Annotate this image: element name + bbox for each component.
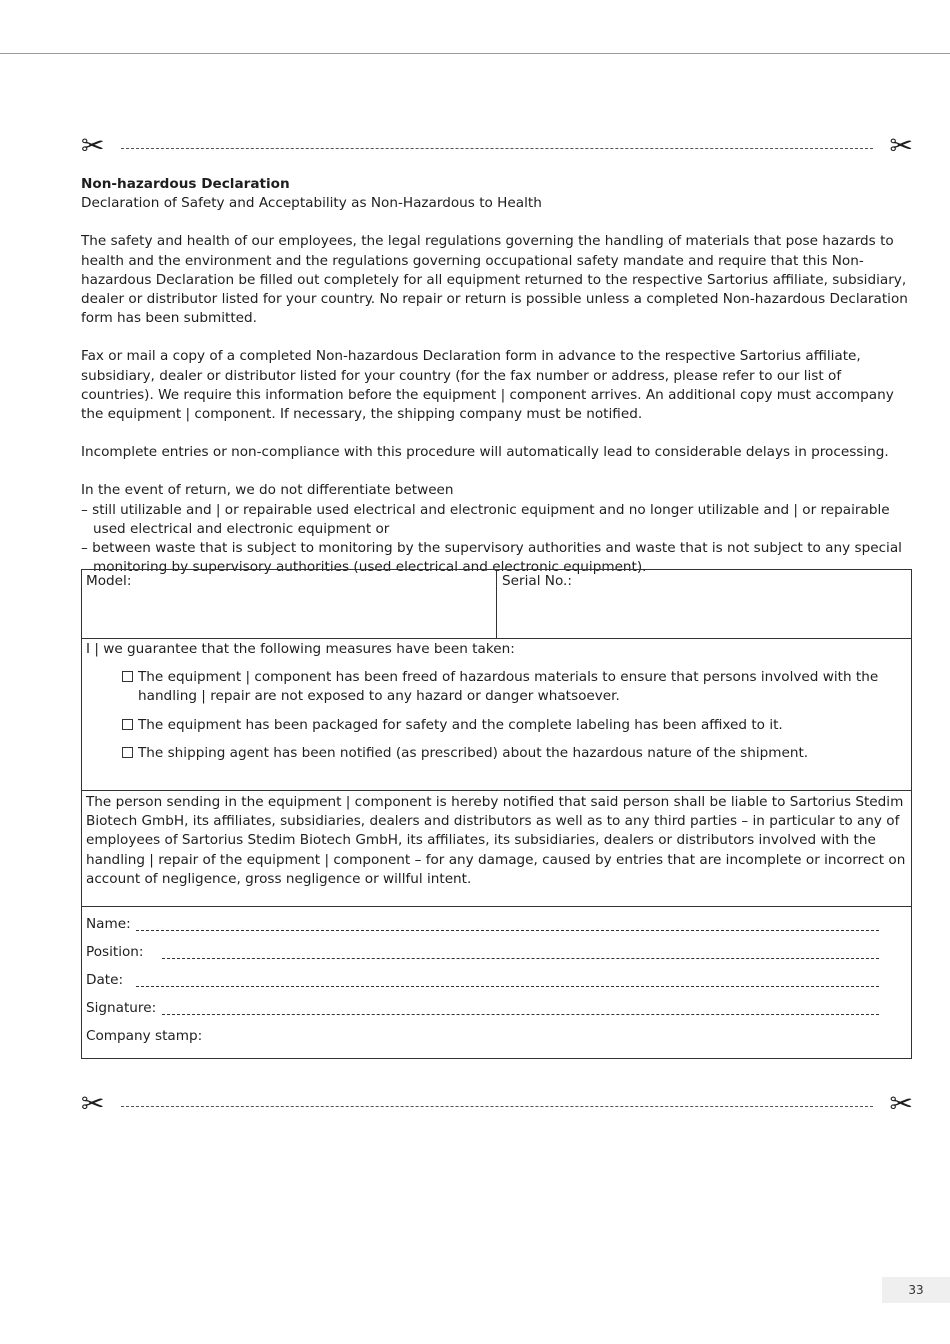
checkbox[interactable] bbox=[122, 747, 133, 758]
name-label: Name: bbox=[86, 916, 131, 932]
checkbox[interactable] bbox=[122, 719, 133, 730]
serial-number-label: Serial No.: bbox=[502, 573, 572, 589]
measure-item bbox=[86, 668, 907, 706]
model-label: Model: bbox=[86, 573, 132, 589]
declaration-form bbox=[81, 569, 912, 1059]
dashed-cut-guide bbox=[121, 148, 873, 149]
device-row bbox=[82, 570, 911, 639]
date-field[interactable] bbox=[86, 971, 907, 999]
serial-number-field[interactable] bbox=[498, 570, 911, 638]
cut-line-bottom bbox=[81, 1087, 913, 1120]
liability-text: The person sending in the equipment | component is hereby notified that said person shall be liable to Sartorius Stedim Biotech GmbH, its affiliates, subsidiaries, dealers and distributors as well as to any third parties – in particular to any of employees of Sartorius Stedim Biotech GmbH, its affiliates, its subsidiaries, dealers or distributors involved with the handling | repair of the equipment | component – for any damage, caused by entries that are incomplete or incorrect on account of negligence, gross negligence or willful intent. bbox=[86, 794, 906, 887]
position-field[interactable] bbox=[86, 943, 907, 971]
intro-paragraph: Incomplete entries or non-compliance with this procedure will automatically lead to considerable delays in processing. bbox=[81, 444, 889, 461]
measure-item bbox=[86, 716, 907, 735]
signature-label: Signature: bbox=[86, 1000, 157, 1016]
signature-field[interactable] bbox=[86, 999, 907, 1027]
signature-entry-line bbox=[162, 1014, 879, 1015]
company-stamp-field[interactable] bbox=[86, 1027, 907, 1055]
intro-paragraph: Fax or mail a copy of a completed Non-hazardous Declaration form in advance to the respective Sartorius affiliate, subsidiary, dealer or distributor listed for your country (for the fax number or address, please refer to our list of countries). We require this information before the equipment | component arrives. An additional copy must accompany the equipment | component. If necessary, the shipping company must be notified. bbox=[81, 348, 894, 423]
page-number: 33 bbox=[882, 1277, 950, 1303]
page-subtitle: Declaration of Safety and Acceptability as Non-Hazardous to Health bbox=[81, 195, 542, 212]
name-entry-line bbox=[136, 930, 879, 931]
liability-section bbox=[82, 791, 911, 907]
return-note-bullet: – between waste that is subject to monitoring by the supervisory authorities and waste that is not subject to any special monitoring by supervisory authorities (used electrical and electronic equipment). bbox=[81, 540, 902, 576]
dashed-cut-guide bbox=[121, 1106, 873, 1107]
scissors-icon: ✂ bbox=[81, 1087, 105, 1120]
position-label: Position: bbox=[86, 944, 144, 960]
measure-label: The equipment has been packaged for safety and the complete labeling has been affixed to it. bbox=[138, 716, 783, 733]
measure-label: The equipment | component has been freed of hazardous materials to ensure that persons involved with the handling | repair are not exposed to any hazard or danger whatsoever. bbox=[138, 669, 879, 705]
measure-label: The shipping agent has been notified (as prescribed) about the hazardous nature of the shipment. bbox=[138, 744, 809, 761]
cut-line-top bbox=[81, 129, 913, 162]
measure-item bbox=[86, 744, 907, 763]
position-entry-line bbox=[162, 958, 879, 959]
header-rule bbox=[0, 53, 950, 54]
return-note-bullet: – still utilizable and | or repairable used electrical and electronic equipment and no longer utilizable and | or repairable used electrical and electronic equipment or bbox=[81, 501, 890, 537]
date-entry-line bbox=[136, 986, 879, 987]
measures-lead: I | we guarantee that the following measures have been taken: bbox=[86, 641, 515, 657]
scissors-icon: ✂ bbox=[889, 129, 913, 162]
checkbox[interactable] bbox=[122, 671, 133, 682]
signature-section bbox=[82, 907, 911, 1058]
intro-paragraph: The safety and health of our employees, the legal regulations governing the handling of materials that pose hazards to health and the environment and the regulations governing occupational safety mandate and require that this Non-hazardous Declaration be filled out completely for all equipment returned to the respective Sartorius affiliate, subsidiary, dealer or distributor listed for your country. No repair or return is possible unless a completed Non-hazardous Declaration form has been submitted. bbox=[81, 233, 908, 327]
company-stamp-label: Company stamp: bbox=[86, 1028, 203, 1044]
name-field[interactable] bbox=[86, 915, 907, 943]
measures-section bbox=[82, 638, 911, 791]
model-field[interactable] bbox=[82, 570, 497, 638]
scissors-icon: ✂ bbox=[889, 1087, 913, 1120]
declaration-text bbox=[81, 175, 915, 577]
date-label: Date: bbox=[86, 972, 124, 988]
page-title: Non-hazardous Declaration bbox=[81, 176, 290, 192]
scissors-icon: ✂ bbox=[81, 129, 105, 162]
return-note-lead: In the event of return, we do not differentiate between bbox=[81, 482, 454, 499]
